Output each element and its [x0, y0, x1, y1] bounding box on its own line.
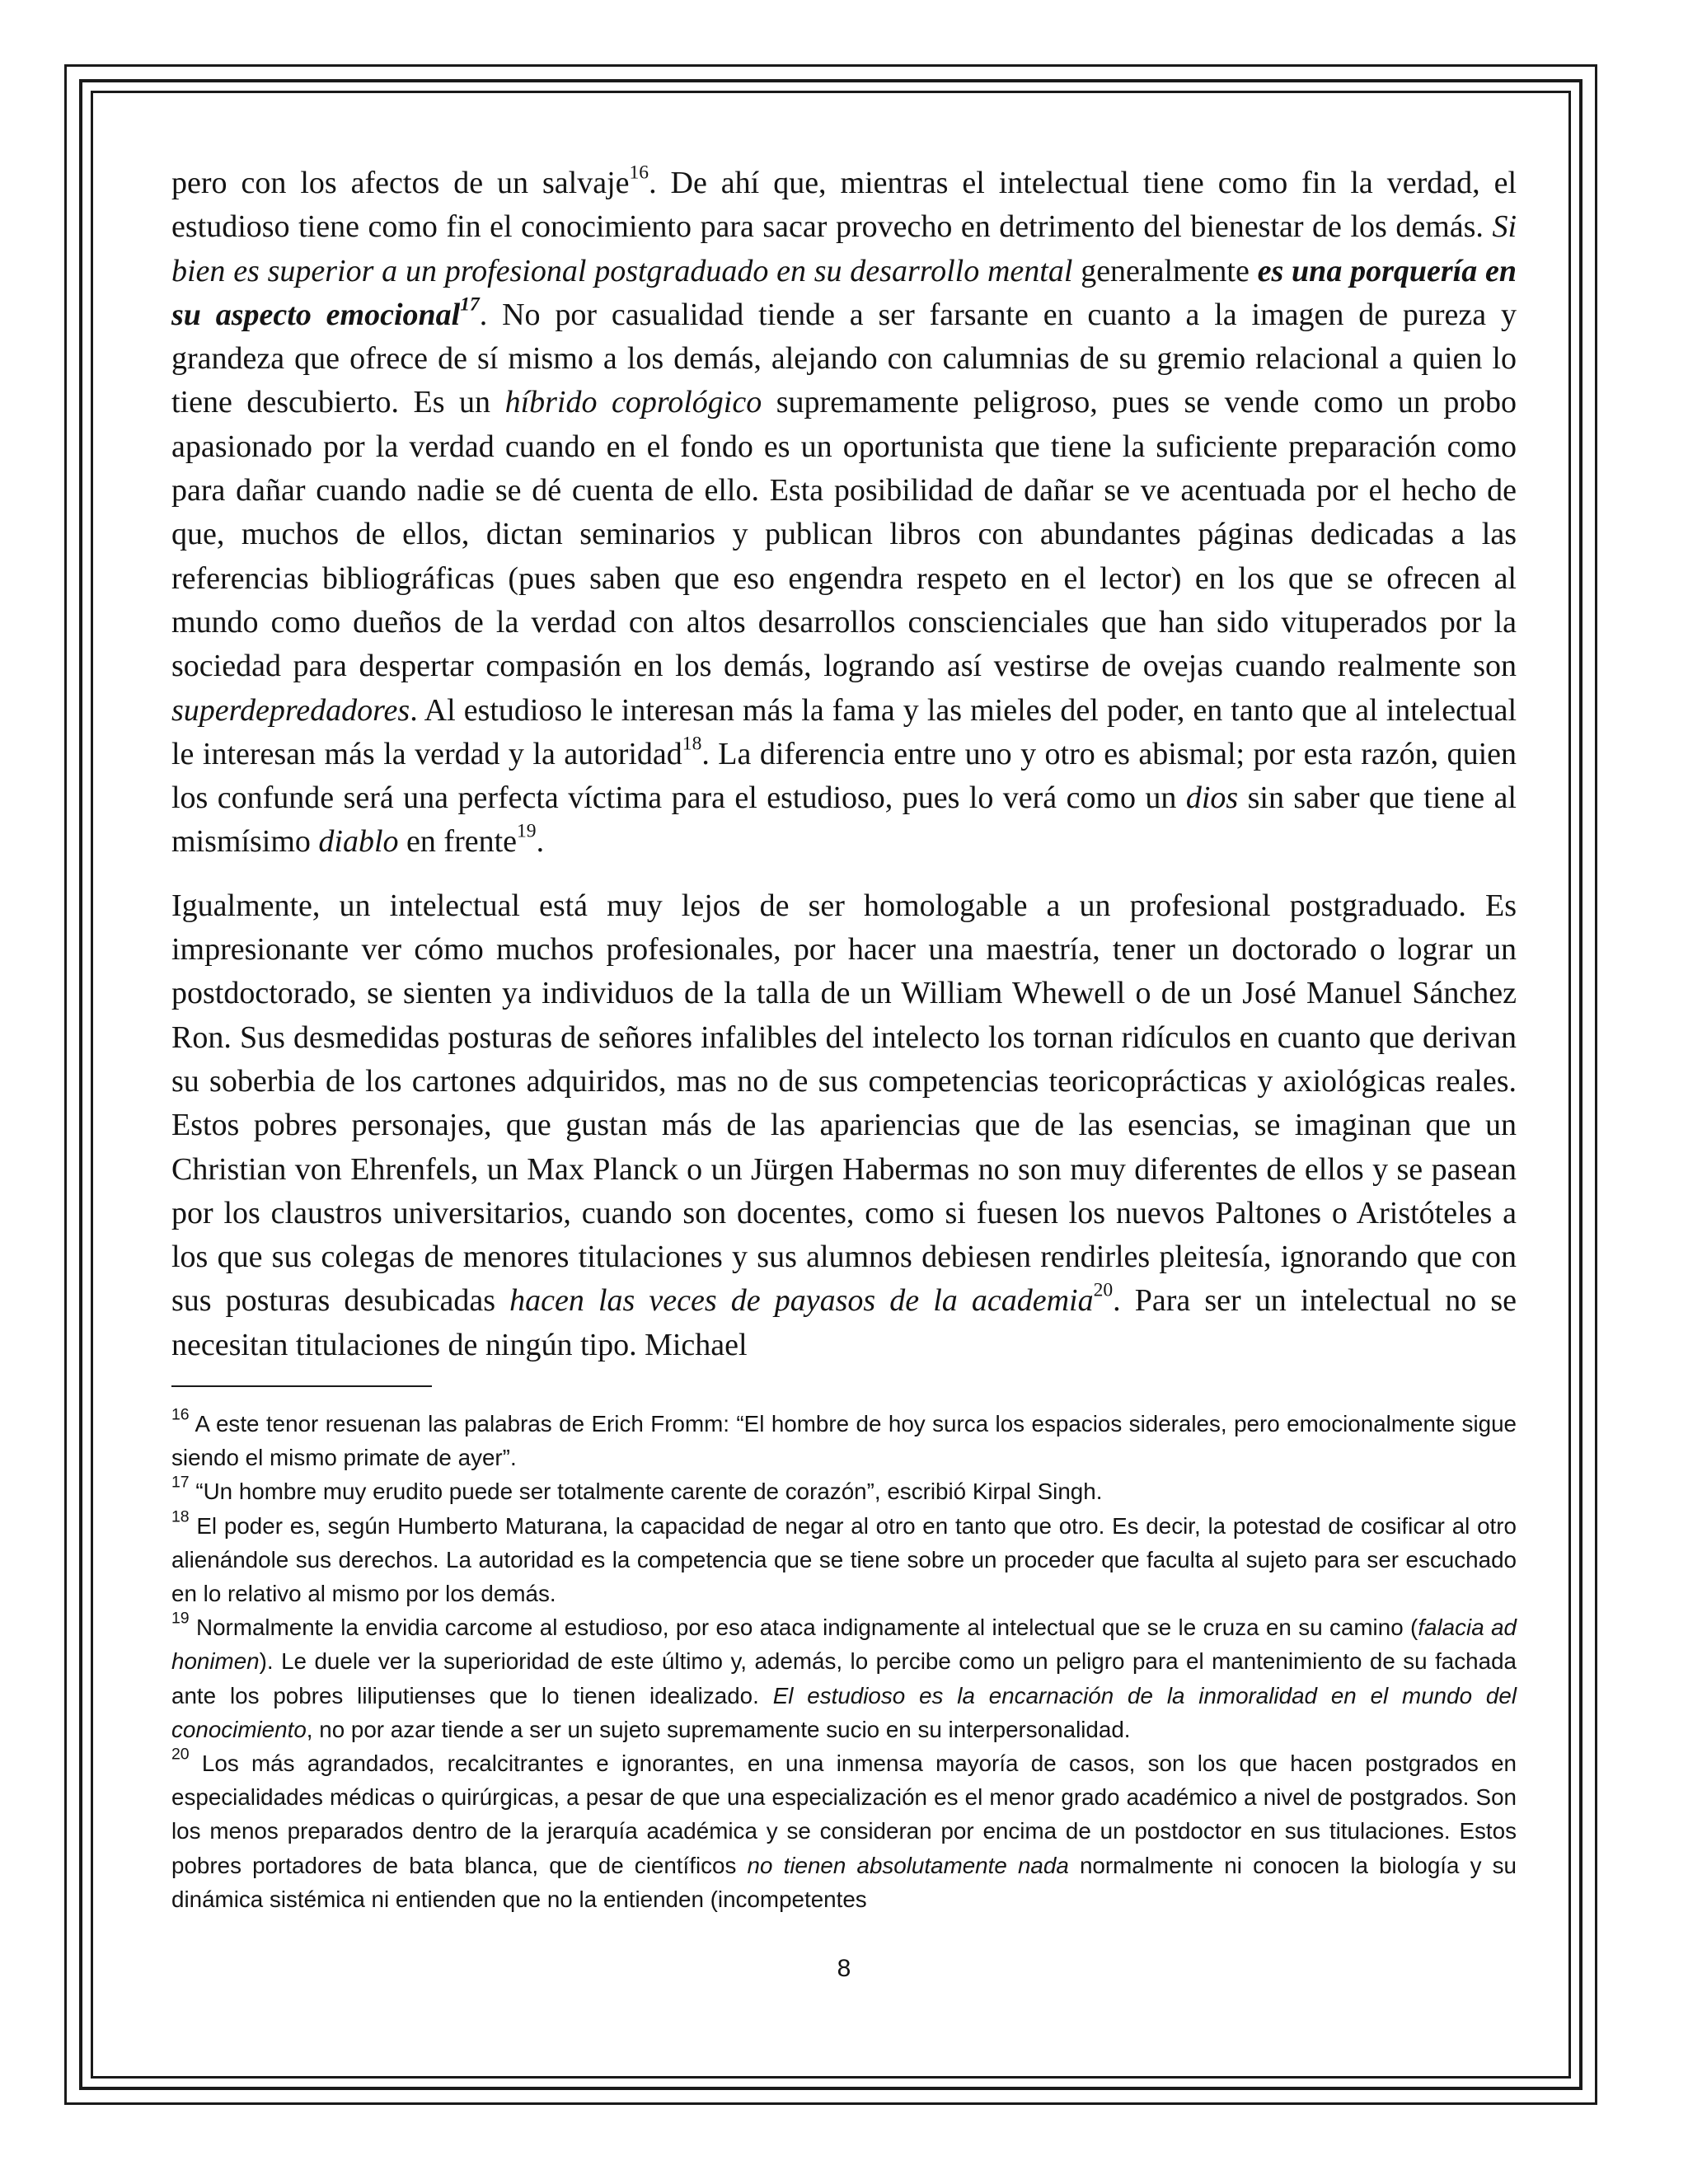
text-run: . Al estudioso le interesan más la fama y las mieles del poder, en tanto que al intelectual le interesan más la verdad y la autoridad	[171, 692, 1517, 771]
footnote-20	[171, 1746, 1517, 1916]
footnote-17	[171, 1474, 1517, 1508]
page-number: 8	[837, 1955, 851, 1982]
footnote-ref: 20	[171, 1745, 190, 1764]
page-content	[171, 162, 1517, 1916]
footnote-ref: 16	[629, 162, 649, 184]
footnote-ref: 16	[171, 1405, 190, 1424]
text-run: Igualmente, un intelectual está muy lejos de ser homologable a un profesional postgraduado. Es impresionante ver cómo muchos profesionales, por hacer una maestría, tener un doctorado o lograr un postdoctorado, se sienten ya individuos de la talla de un William Whewell o de un José Manuel Sánchez Ron. Sus desmedidas posturas de señores infalibles del intelecto los tornan ridículos en cuanto que derivan su soberbia de los cartones adquiridos, mas no de sus competencias teoricoprácticas y axiológicas reales. Estos pobres personajes, que gustan más de las apariencias que de las esencias, se imaginan que un Christian von Ehrenfels, un Max Planck o un Jürgen Habermas no son muy diferentes de ellos y se pasean por los claustros universitarios, cuando son docentes, como si fuesen los nuevos Paltones o Aristóteles a los que sus colegas de menores titulaciones y sus alumnos debiesen rendirles pleitesía, ignorando que con sus posturas desubicadas	[171, 888, 1517, 1319]
text-run: ). Le duele ver la superioridad de este último y, además, lo percibe como un peligro para el mantenimiento de su fachada ante los pobres liliputienses que lo tienen idealizado.	[171, 1648, 1517, 1708]
text-run: . Para ser un intelectual no se necesitan titulaciones de ningún tipo. Michael	[171, 1283, 1517, 1362]
body-paragraph-2	[171, 884, 1517, 1367]
text-run: A este tenor resuenan las palabras de Erich Fromm: “El hombre de hoy surca los espacios siderales, pero emocionalmente sigue siendo el mismo primate de ayer”.	[171, 1411, 1517, 1471]
footnote-ref: 17	[460, 293, 480, 316]
footnote-ref: 18	[682, 733, 702, 755]
emphasis-text: híbrido coprológico	[504, 385, 762, 420]
footnote-ref: 20	[1093, 1279, 1114, 1301]
footnote-18	[171, 1509, 1517, 1611]
emphasis-text: El estudioso es la encarnación de la inmoralidad en el mundo del conocimiento	[171, 1682, 1517, 1742]
text-run: Normalmente la envidia carcome al estudioso, por eso ataca indignamente al intelectual que se le cruza en su camino (	[189, 1615, 1418, 1641]
text-run: sin saber que tiene al mismísimo	[171, 780, 1517, 860]
text-run: . No por casualidad tiende a ser farsante en cuanto a la imagen de pureza y grandeza que ofrece de sí mismo a los demás, alejando con calumnias de su gremio relacional a quien lo tiene descubierto. Es un	[171, 297, 1517, 420]
text-run: en frente	[398, 824, 518, 860]
emphasis-text: falacia ad honimen	[171, 1615, 1517, 1675]
text-run: . De ahí que, mientras el intelectual tiene como fin la verdad, el estudioso tiene como fin el conocimiento para sacar provecho en detrimento del bienestar de los demás.	[171, 166, 1517, 245]
footnote-19	[171, 1610, 1517, 1746]
footnote-ref: 17	[171, 1473, 190, 1492]
text-run: . La diferencia entre uno y otro es abismal; por esta razón, quien los confunde será una perfecta víctima para el estudioso, pues lo verá como un	[171, 736, 1517, 816]
footnote-ref: 19	[171, 1609, 190, 1628]
text-run: Los más agrandados, recalcitrantes e ignorantes, en una inmensa mayoría de casos, son los que hacen postgrados en especialidades médicas o quirúrgicas, a pesar de que una especialización es el menor grado académico a nivel de postgrados. Son los menos preparados dentro de la jerarquía académica y se consideran por encima de un postdoctor en sus titulaciones. Estos pobres portadores de bata blanca, que de científicos	[171, 1750, 1517, 1878]
emphasis-text: Si bien es superior a un profesional postgraduado en su desarrollo mental	[171, 209, 1517, 288]
text-run: , no por azar tiende a ser un sujeto supremamente sucio en su interpersonalidad.	[306, 1716, 1131, 1742]
text-run: normalmente ni conocen la biología y su dinámica sistémica ni entienden que no la entienden (incompetentes	[171, 1852, 1517, 1912]
emphasis-text: es una porquería en su aspecto emocional	[171, 253, 1517, 332]
footnote-16	[171, 1407, 1517, 1474]
body-paragraph-1	[171, 162, 1517, 865]
footnote-ref: 18	[171, 1507, 190, 1526]
footnote-separator	[171, 1385, 432, 1387]
emphasis-text: dios	[1185, 780, 1239, 816]
text-run: pero con los afectos de un salvaje	[171, 166, 630, 200]
text-run: “Un hombre muy erudito puede ser totalmente carente de corazón”, escribió Kirpal Singh.	[189, 1479, 1103, 1505]
text-run: supremamente peligroso, pues se vende como un probo apasionado por la verdad cuando en el fondo es un oportunista que tiene la suficiente preparación como para dañar cuando nadie se dé cuenta de ello. Esta posibilidad de dañar se ve acentuada por el hecho de que, muchos de ellos, dictan seminarios y publican libros con abundantes páginas dedicadas a las referencias bibliográficas (pues saben que eso engendra respeto en el lector) en los que se ofrecen al mundo como dueños de la verdad con altos desarrollos conscienciales que han sido vituperados por la sociedad para despertar compasión en los demás, logrando así vestirse de ovejas cuando realmente son	[171, 385, 1517, 684]
text-run: generalmente	[1072, 253, 1258, 288]
emphasis-text: no tienen absolutamente nada	[747, 1852, 1069, 1878]
footnote-ref: 19	[517, 820, 537, 842]
text-run: El poder es, según Humberto Maturana, la capacidad de negar al otro en tanto que otro. Es decir, la potestad de cosificar al otro alienándole sus derechos. La autoridad es la competencia que se tiene sobre un proceder que faculta al sujeto para ser escuchado en lo relativo al mismo por los demás.	[171, 1512, 1517, 1607]
emphasis-text: superdepredadores	[171, 692, 410, 728]
emphasis-text: diablo	[318, 824, 399, 860]
text-run: .	[536, 824, 545, 860]
emphasis-text: hacen las veces de payasos de la academia	[509, 1283, 1094, 1319]
